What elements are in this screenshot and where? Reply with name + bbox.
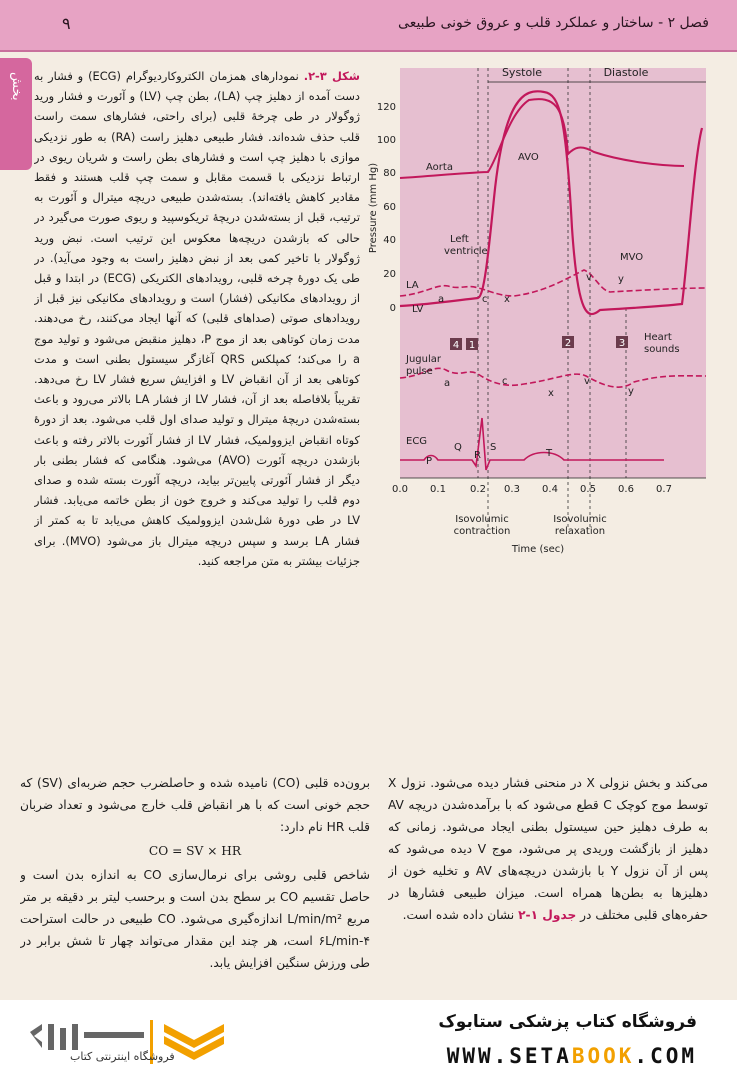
x-tick-0-2: 0.2	[470, 484, 486, 495]
avo-label: AVO	[518, 152, 539, 163]
y-tick-20: 20	[383, 269, 396, 280]
chapter-title: فصل ۲ - ساختار و عملکرد قلب و عروق خونی طبیعی	[398, 15, 709, 31]
section-tab	[0, 58, 32, 170]
jv-wave-a: a	[444, 378, 451, 389]
ecg-t-wave: T	[546, 448, 553, 459]
y-tick-120: 120	[376, 102, 396, 113]
heart-sound-1: 1	[468, 340, 476, 351]
url-part-3: .COM	[634, 1044, 697, 1068]
ecg-s-wave: S	[490, 442, 497, 453]
y-tick-80: 80	[383, 168, 396, 179]
logo-chevron-icon	[30, 1024, 42, 1048]
x-axis-label: Time (sec)	[511, 544, 565, 555]
diastole-label: Diastole	[603, 66, 649, 79]
y-axis-label: Pressure (mm Hg)	[368, 162, 379, 254]
y-tick-60: 60	[383, 202, 396, 213]
heart-sound-4: 4	[452, 340, 460, 351]
jugular-label-2: pulse	[406, 366, 433, 377]
x-tick-0-6: 0.6	[618, 484, 634, 495]
body-text-left-2: شاخص قلبی روشی برای نرمال‌سازی CO به اندازه بدن است و حاصل تقسیم CO بر سطح بدن است و برحسب لیتر بر دقیقه بر متر مربع L/min/m² اندازه‌گیری می‌شود. CO طبیعی در حالت استراحت ۴-۶L/min است، هر چند این مقدار می‌تواند چهار تا شش برابر در طی ورزش سنگین افزایش یابد.	[20, 868, 370, 970]
heart-sound-3: 3	[618, 338, 626, 349]
url-part-1: WWW.SETA	[446, 1044, 572, 1068]
body-text-left-1: برون‌ده قلبی (CO) نامیده شده و حاصلضرب حجم ضربه‌ای (SV) که حجم خونی است که با هر انقباض قلب خارج می‌شود و تعداد ضربان قلب HR نام دارد:	[20, 776, 370, 834]
left-ventricle-label-2: ventricle	[444, 246, 488, 257]
jv-wave-y: y	[628, 386, 634, 397]
cardiac-cycle-diagram	[364, 58, 724, 578]
ecg-p-wave: P	[426, 456, 433, 467]
isovolumic-relaxation-label-1: Isovolumic	[553, 514, 607, 525]
la-wave-x: x	[504, 294, 510, 305]
y-tick-100: 100	[376, 135, 396, 146]
body-text-right-end: نشان داده شده است.	[402, 908, 515, 922]
ecg-q-wave: Q	[454, 442, 462, 453]
mvo-label: MVO	[620, 252, 644, 263]
x-tick-0-0: 0.0	[392, 484, 408, 495]
figure-caption-label: شکل ۳-۲.	[303, 69, 360, 83]
x-tick-0-5: 0.5	[580, 484, 596, 495]
shop-name: فروشگاه کتاب پزشکی ستابوک	[438, 1012, 697, 1032]
jv-wave-x: x	[548, 388, 554, 399]
y-tick-40: 40	[383, 235, 396, 246]
section-tab-label: بخش	[9, 72, 24, 101]
url-part-2: BOOK	[571, 1044, 635, 1068]
isovolumic-contraction-label-1: Isovolumic	[455, 514, 509, 525]
ecg-label: ECG	[406, 436, 428, 447]
figure-caption	[34, 66, 360, 716]
x-tick-0-1: 0.1	[430, 484, 446, 495]
x-tick-0-7: 0.7	[656, 484, 672, 495]
aorta-label: Aorta	[426, 162, 453, 173]
systole-label: Systole	[501, 66, 543, 79]
la-label: LA	[406, 280, 419, 291]
lv-label: LV	[412, 304, 424, 315]
heart-sound-2: 2	[564, 338, 572, 349]
isovolumic-contraction-label-2: contraction	[453, 526, 511, 537]
ecg-r-wave: R	[474, 450, 481, 461]
jv-wave-v: v	[584, 376, 590, 387]
cardiac-cycle-figure	[364, 58, 724, 578]
store-footer	[0, 1000, 737, 1080]
la-wave-v: v	[586, 272, 592, 283]
x-tick-0-3: 0.3	[504, 484, 520, 495]
la-wave-y: y	[618, 274, 624, 285]
shop-url[interactable]	[447, 1044, 697, 1068]
plot-area	[400, 68, 706, 478]
la-wave-a: a	[438, 294, 445, 305]
isovolumic-relaxation-label-2: relaxation	[554, 526, 606, 537]
logo-subtitle: فروشگاه اینترنتی کتاب	[70, 1050, 175, 1063]
header-divider	[0, 50, 737, 52]
heart-sounds-label-2: sounds	[644, 344, 680, 355]
x-tick-0-4: 0.4	[542, 484, 558, 495]
page-header	[0, 0, 737, 50]
left-ventricle-label-1: Left	[450, 234, 469, 245]
figure-caption-text: نمودارهای همزمان الکتروکاردیوگرام (ECG) و فشار به دست آمده از دهلیز چپ (LA)، بطن چپ (LV) و آئورت و فشار ورید ژوگولار در طی چرخهٔ قلبی (برای راحتی، فشارهای سمت راست قلب حذف شده‌اند. فشار طبیعی دهلیز راست (RA) به طور نزدیکی موازی با دهلیز چپ است و فشارهای بطن راست و شریان ریوی در ارتباط نزدیکی با قسمت مقابل و سمت چپ قلب هستند و فقط مقادیر کاهش یافته‌اند). بسته‌شدن طبیعی دریچه میترال و آئورت به ترتیب، قبل از بسته‌شدن دریچهٔ تریکوسپید و ریوی صورت می‌گیرد در حالی که بازشدن دریچه‌ها معکوس این ترتیب است. نبض ورید ژوگولار با تاخیر کمی بعد از نبض دهلیز راست به وجود می‌آید). در طی یک دورهٔ چرخه قلبی، رویدادهای الکتریکی (ECG) در ابتدا و قبل از رویدادهای مکانیکی (فشار) است و رویدادهای مکانیکی نیز قبل از رویدادهای صوتی (صداهای قلبی) که آنها ایجاد می‌کنند، رخ می‌دهند. مدت زمان کوتاهی بعد از موج P، دهلیز منقبض می‌شود و تولید موج a را می‌کند؛ کمپلکس QRS آغازگر سیستول بطنی است و مدت کوتاهی بعد از آن انقباض LV و افزایش سریع فشار LV رخ می‌دهد. تقریباً بلافاصله بعد از آن، فشار LV از فشار LA بالاتر می‌رود و باعث بسته‌شدن دریچهٔ میترال و تولید صدای اول قلب می‌شود. بعد از دورهٔ کوتاه انقباض ایزوولمیک، فشار LV از فشار آئورت بالاتر رفته و باعث بازشدن دریچه آئورت (AVO) می‌شود. هنگامی که فشار بطنی بار دیگر از فشار آئورتی پایین‌تر بیاید، دریچه آئورت بسته شده و صدای دوم قلب را تولید می‌کند و خروج خون از بطن خاتمه می‌یابد. فشار LV در طی دورهٔ شل‌شدن ایزوولمیک کاهش می‌یابد تا به کمتر از فشار LA برسد و سپس دریچه میترال باز می‌شود (MVO). برای جزئیات بیشتر به متن مراجعه کنید.	[34, 69, 360, 568]
page-number: ۹	[62, 14, 71, 33]
body-text-right-column	[388, 772, 708, 962]
y-tick-0: 0	[389, 303, 396, 314]
table-reference: جدول ۱-۲	[518, 908, 577, 922]
heart-sounds-label-1: Heart	[644, 332, 672, 343]
body-text-left-column	[20, 772, 370, 992]
la-wave-c: c	[482, 294, 488, 305]
jv-wave-c: c	[502, 376, 508, 387]
jugular-label-1: Jugular	[406, 354, 441, 365]
body-text-right: می‌کند و بخش نزولی X در منحنی فشار دیده می‌شود. نزول X توسط موج کوچک C قطع می‌شود که با برآمده‌شدن دریچه AV به طرف دهلیز حین سیستول بطنی ایجاد می‌شود. زمانی که دهلیز از بازگشت وریدی پر می‌شود، موج V دیده می‌شود که پس از آن نزول Y با بازشدن دریچه‌های AV و تخلیه خون از دهلیزها به بطن‌ها همراه است. میزان طبیعی فشارها در حفره‌های قلبی مختلف در	[388, 776, 708, 922]
cardiac-output-formula: CO = SV × HR	[148, 844, 242, 858]
